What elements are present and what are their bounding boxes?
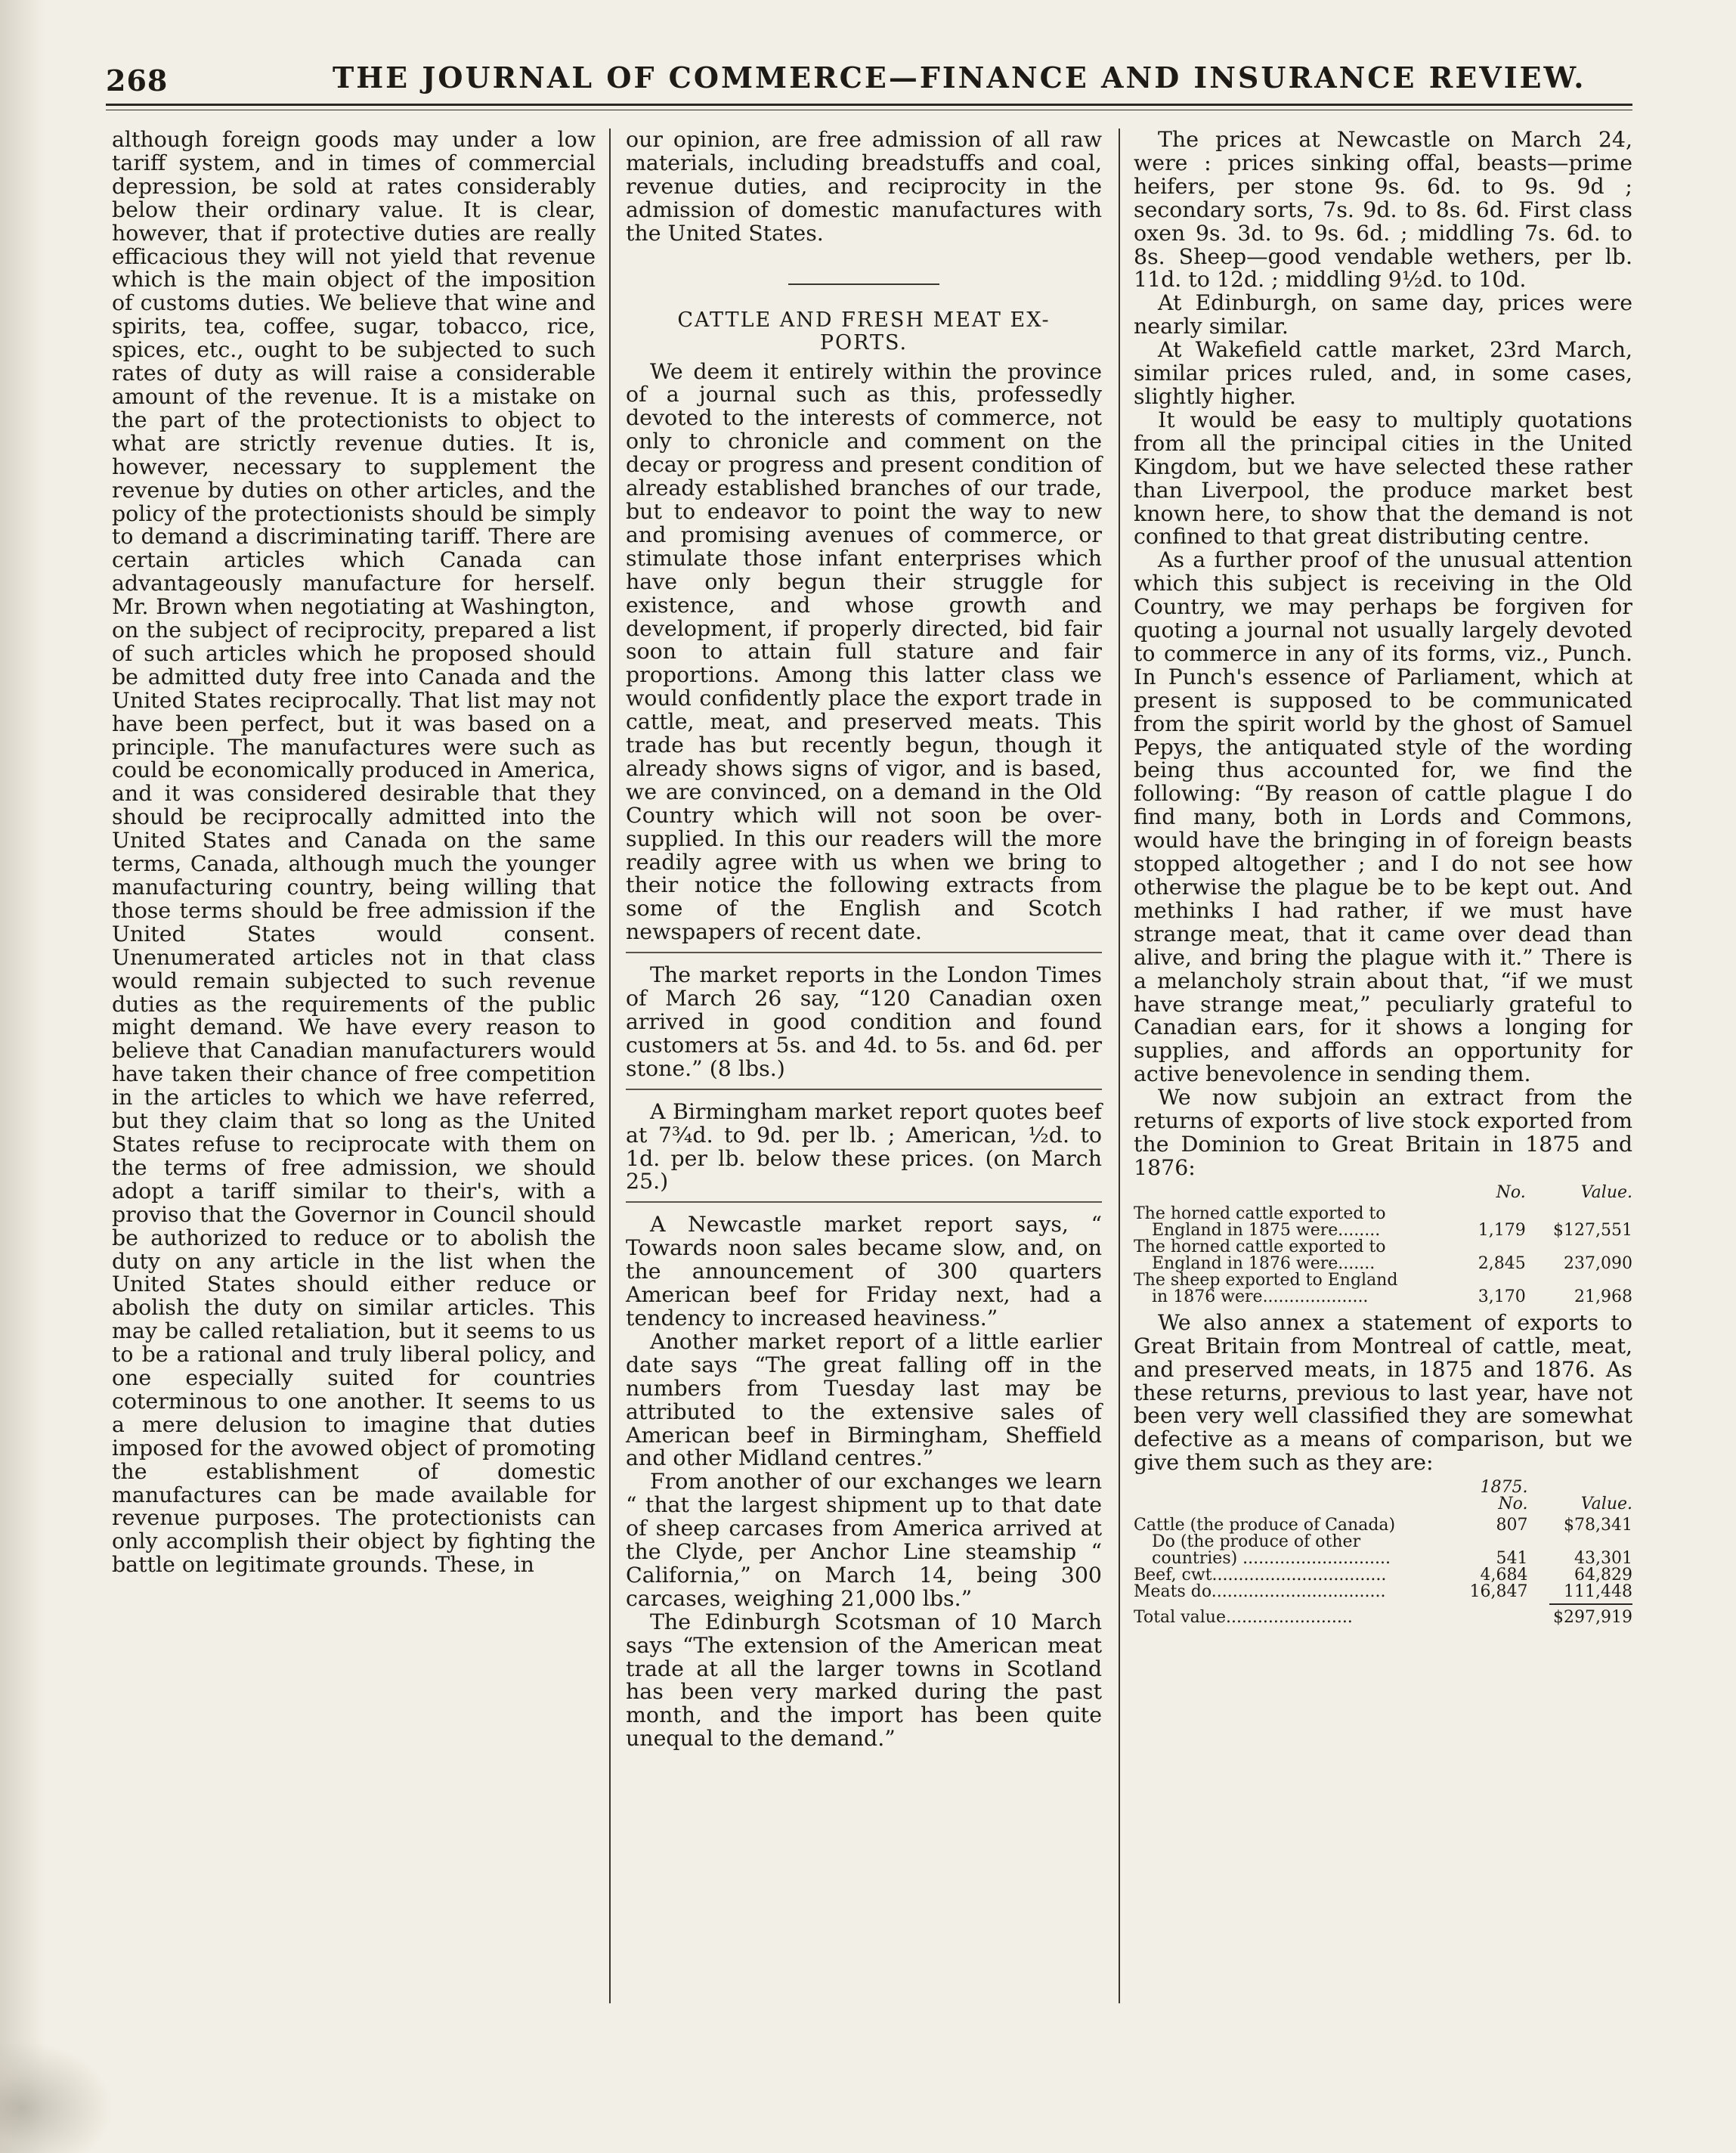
table-header-row: [1134, 1185, 1632, 1206]
table-row: [1134, 1534, 1632, 1567]
table-cell-value: 21,968: [1574, 1287, 1632, 1306]
table-cell-value: 237,090: [1564, 1253, 1632, 1273]
table-cell-value: 43,301: [1574, 1549, 1632, 1569]
running-head: THE JOURNAL OF COMMERCE—FINANCE AND INSURANCE REVIEW.: [333, 60, 1586, 94]
col2-paragraph-times: The market reports in the London Times of March 26 say, “120 Canadian oxen arrived in good condition and found customers at 5s. and 4d. to 5s. and 6d. per stone.” (8 lbs.): [626, 962, 1102, 1081]
section-title: [626, 309, 1102, 355]
table-row-label: The horned cattle exported to: [1134, 1237, 1386, 1256]
table-cell-no: 541: [1496, 1549, 1528, 1569]
column-3: [1134, 129, 1632, 1632]
table-cell-value: 64,829: [1574, 1566, 1632, 1585]
table-cell-no: 1,179: [1478, 1220, 1526, 1240]
col2-paragraph-exchanges: From another of our exchanges we learn “ that the largest shipment up to that date of sheep carcases from America arrived at the Clyde, per Anchor Line steamship “ California,” on March 14, being 300 carcases, weighing 21,000 lbs.”: [626, 1469, 1102, 1611]
quote-separator: [626, 952, 1102, 953]
table-header-no: No.: [1498, 1495, 1528, 1514]
table-row: [1134, 1272, 1632, 1306]
section-title-line-2: PORTS.: [819, 330, 908, 355]
section-rule: [788, 283, 939, 285]
table-cell-no: 16,847: [1469, 1582, 1528, 1602]
col3-paragraph-subjoin: We now subjoin an extract from the returns of exports of live stock exported from the Dominion to Great Britain in 1875 and 1876:: [1134, 1085, 1632, 1180]
page-header: [106, 60, 1632, 106]
table-cell-no: 807: [1496, 1516, 1528, 1535]
col2-paragraph-earlier-report: Another market report of a little earlier date says “The great falling off in the numbers from Tuesday last may be attributed to the extensive sales of American beef in Birmingham, Sheffield and other Midland centres.”: [626, 1328, 1102, 1471]
column-1: [112, 129, 596, 1577]
table-row-label: The sheep exported to England: [1134, 1270, 1398, 1290]
table-row-label: Beef, cwt.................................: [1134, 1566, 1387, 1585]
col2-continued-paragraph: our opinion, are free admission of all raw materials, including breadstuffs and coal, revenue duties, and reciprocity in the admission of domestic manufactures with the United States.: [626, 127, 1102, 246]
paper-stain: [0, 2041, 113, 2153]
col3-paragraph-punch: As a further proof of the unusual attention which this subject is receiving in the Old Country, we may perhaps be forgiven for quoting a journal not usually largely devoted to commerce in any of its forms, viz., Punch. In Punch's essence of Parliament, which at present is supposed to be communicated from the spirit world by the ghost of Samuel Pepys, the antiquated style of the wording being thus accounted for, we find the following: “By reason of cattle plague I do find many, both in Lords and Commons, would have the bringing in of foreign beasts stopped altogether ; and I do not see how otherwise the plague be to be kept out. And methinks I had rather, if we must have strange meat, that it came over dead than alive, and bring the plague with it.” There is a melancholy strain about that, “if we must have strange meat,” peculiarly grateful to Canadian ears, for it shows a longing for supplies, and affords an opportunity for active benevolence in sending them.: [1134, 547, 1632, 1087]
table-header-value: Value.: [1580, 1495, 1632, 1514]
table-total-value: $297,919: [1553, 1608, 1632, 1628]
table-cell-value: 111,448: [1564, 1582, 1632, 1602]
col2-paragraph-intro: We deem it entirely within the province of a journal such as this, professedly devoted to the interests of commerce, not only to chronicle and comment on the decay or progress and present condition of already established branches of our trade, but to endeavor to point the way to new and promising avenues of commerce, or stimulate those infant enterprises which have only begun their struggle for existence, and whose growth and development, if properly directed, bid fair soon to attain full stature and fair proportions. Among this latter class we would confidently place the export trade in cattle, meat, and preserved meats. This trade has but recently begun, though it already shows signs of vigor, and is based, we are convinced, on a demand in the Old Country which will not soon be over-supplied. In this our readers will the more readily agree with us when we bring to their notice the following extracts from some of the English and Scotch newspapers of recent date.: [626, 358, 1102, 945]
table-cell-value: $78,341: [1564, 1516, 1632, 1535]
quote-separator: [626, 1089, 1102, 1090]
col1-paragraph: although foreign goods may under a low tariff system, and in times of commercial depression, be sold at rates considerably below their ordinary value. It is clear, however, that if protective duties are really efficacious they will not yield that revenue which is the main object of the imposition of customs duties. We believe that wine and spirits, tea, coffee, sugar, tobacco, rice, spices, etc., ought to be subjected to such rates of duty as will raise a considerable amount of the revenue. It is a mistake on the part of the protectionists to object to what are strictly revenue duties. It is, however, necessary to supplement the revenue by duties on other articles, and the policy of the protectionists should be simply to demand a discriminating tariff. There are certain articles which Canada can advantageously manufacture for herself. Mr. Brown when negotiating at Washington, on the subject of reciprocity, prepared a list of such articles which he proposed should be admitted duty free into Canada and the United States reciprocally. That list may not have been perfect, but it was based on a principle. The manufactures were such as could be economically produced in America, and it was considered desirable that they should be reciprocally admitted into the United States and Canada on the same terms, Canada, although much the younger manufacturing country, being willing that those terms should be free admission if the United States would consent. Unenumerated articles not in that class would remain subjected to such revenue duties as the requirements of the public might demand. We have every reason to believe that Canadian manufacturers would have taken their chance of free competition in the articles to which we have referred, but they claim that so long as the United States refuse to reciprocate with them on the terms of free admission, we should adopt a tariff similar to their's, with a proviso that the Governor in Council should be authorized to reduce or to abolish the duty on any article in the list when the United States should either reduce or abolish the duty on similar articles. This may be called retaliation, but it seems to us to be a rational and truly liberal policy, and one especially suited for countries coterminous to one another. It seems to us a mere delusion to imagine that duties imposed for the avowed object of promoting the establishment of domestic manufactures can be made available for revenue purposes. The protectionists can only accomplish their object by fighting the battle on legitimate grounds. These, in: [112, 127, 596, 1578]
table-total-row: [1134, 1605, 1632, 1626]
col2-paragraph-newcastle: A Newcastle market report says, “ Towards noon sales became slow, and, on the announcement of 300 quarters American beef for Friday next, had a tendency to increased heaviness.”: [626, 1212, 1102, 1331]
table-row: [1134, 1206, 1632, 1239]
table-row: [1134, 1567, 1632, 1584]
page-edge-shading: [0, 0, 45, 2153]
col3-paragraph-wakefield: At Wakefield cattle market, 23rd March, similar prices ruled, and, in some cases, slightly higher.: [1134, 337, 1632, 409]
col3-paragraph-montreal: We also annex a statement of exports to Great Britain from Montreal of cattle, meat, and preserved meats, in 1875 and 1876. As these returns, previous to last year, have not been very well classified they are somewhat defective as a means of comparison, but we give them such as they are:: [1134, 1309, 1632, 1476]
column-2: [626, 129, 1102, 1751]
table-cell-value: $127,551: [1553, 1220, 1632, 1240]
section-title-line-1: CATTLE AND FRESH MEAT EX-: [677, 308, 1051, 332]
col3-paragraph-newcastle-prices: The prices at Newcastle on March 24, were : prices sinking offal, beasts—prime heifers, per stone 9s. 6d. to 9s. 9d ; secondary sorts, 7s. 9d. to 8s. 6d. First class oxen 9s. 3d. to 9s. 6d. ; middling 7s. 6d. to 8s. Sheep—good vendable wethers, per lb. 11d. to 12d. ; middling 9½d. to 10d.: [1134, 127, 1632, 293]
col2-paragraph-scotsman: The Edinburgh Scotsman of 10 March says “The extension of the American meat trade at all the larger towns in Scotland has been very marked during the past month, and the import has been quite unequal to the demand.”: [626, 1609, 1102, 1752]
table-header-row: [1134, 1496, 1632, 1517]
table-cell-no: 3,170: [1478, 1287, 1526, 1306]
table-row: [1134, 1517, 1632, 1534]
col3-paragraph-quotations: It would be easy to multiply quotations from all the principal cities in the United Kingdom, but we have selected these rather than Liverpool, the produce market best known here, to show that the demand is not confined to that great distributing centre.: [1134, 407, 1632, 550]
table-total-label: Total value........................: [1134, 1608, 1353, 1628]
table-row: [1134, 1584, 1632, 1600]
page-number: 268: [106, 64, 169, 98]
table-row-label: The horned cattle exported to: [1134, 1204, 1386, 1223]
table-row-label-cont: England in 1876 were.......: [1152, 1253, 1375, 1273]
table-row-label: Cattle (the produce of Canada): [1134, 1516, 1396, 1535]
column-divider-2: [1119, 129, 1120, 2003]
column-divider-1: [609, 129, 611, 2003]
table-cell-no: 4,684: [1480, 1566, 1528, 1585]
table-row-label: Meats do.................................: [1134, 1582, 1386, 1602]
col2-paragraph-birmingham: A Birmingham market report quotes beef at 7¾d. to 9d. per lb. ; American, ½d. to 1d. per lb. below these prices. (on March 25.): [626, 1098, 1102, 1194]
table-row-label-cont: countries) ............................: [1152, 1549, 1391, 1569]
table-row: [1134, 1239, 1632, 1272]
table-row-label-cont: England in 1875 were........: [1152, 1220, 1381, 1240]
table-header-year: 1875.: [1480, 1478, 1528, 1498]
quote-separator: [626, 1201, 1102, 1203]
table-row-label-cont: in 1876 were....................: [1152, 1287, 1369, 1306]
table-header-value: Value.: [1580, 1182, 1632, 1202]
table-row-label: Do (the produce of other: [1152, 1532, 1361, 1552]
header-rule-thick: [106, 104, 1632, 106]
montreal-exports-table: [1134, 1479, 1632, 1626]
table-cell-no: 2,845: [1478, 1253, 1526, 1273]
col3-paragraph-edinburgh: At Edinburgh, on same day, prices were nearly similar.: [1134, 290, 1632, 339]
table-header-no: No.: [1496, 1182, 1526, 1202]
live-stock-exports-table: [1134, 1182, 1632, 1306]
